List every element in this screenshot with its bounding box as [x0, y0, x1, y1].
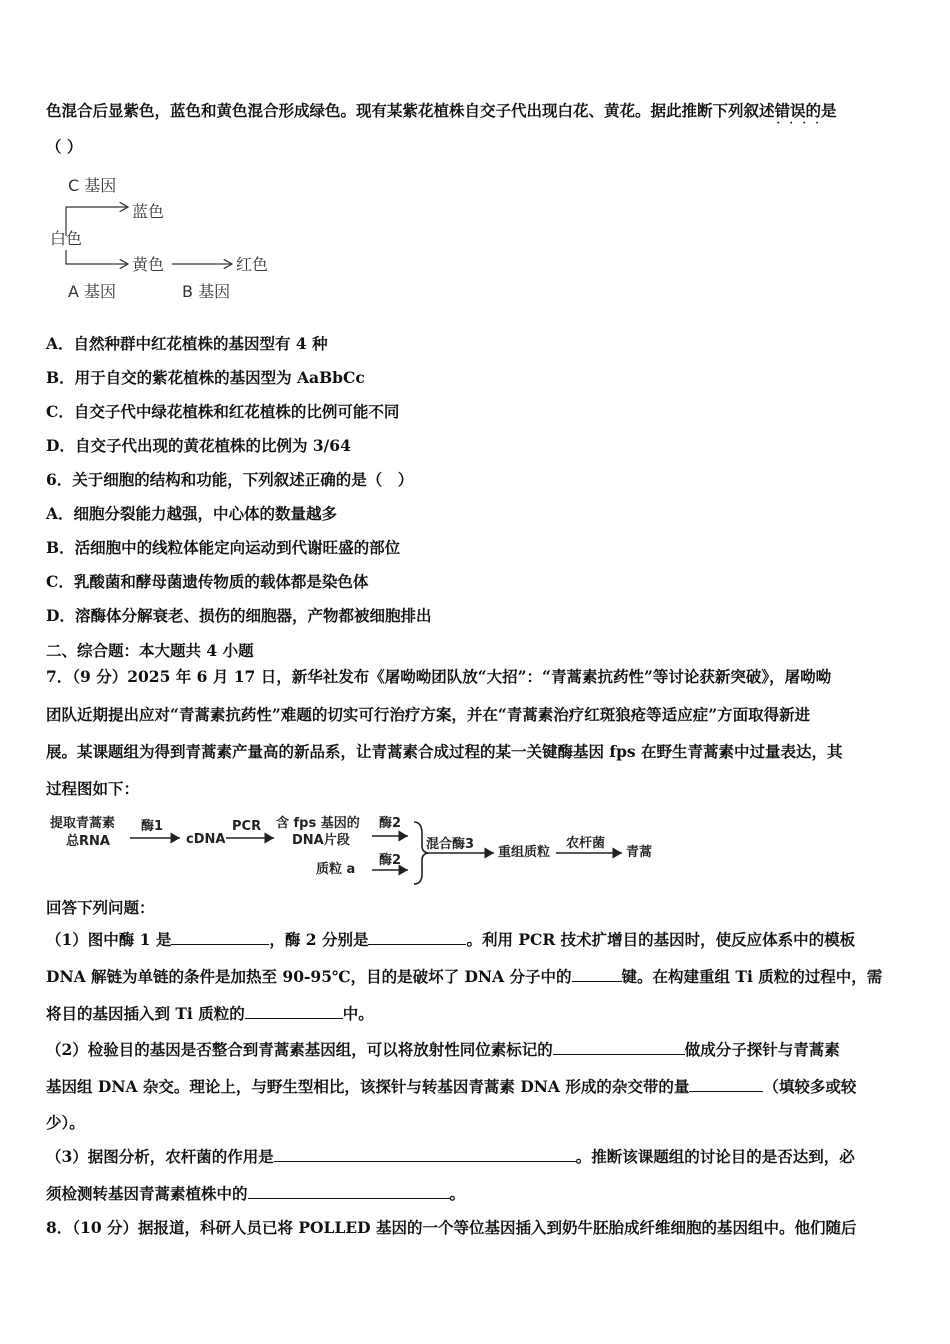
blue-label: 蓝色 [132, 202, 165, 221]
q5-option-c: C．自交子代中绿花植株和红花植株的比例可能不同 [46, 402, 400, 421]
q7-part2-line2: 基因组 DNA 杂交。理论上，与野生型相比，该探针与转基因青蒿素 DNA 形成的杂交带的量 （填较多或较 [46, 1077, 857, 1096]
q7-stem-line-3: 展。某课题组为得到青蒿素产量高的新品系，让青蒿素合成过程的某一关键酶基因 fps 在野生青蒿素中过量表达，其 [46, 742, 843, 761]
white-label: 白色 [50, 229, 83, 248]
a-gene-label: A 基因 [68, 282, 117, 301]
flow-agro: 农杆菌 [566, 836, 606, 851]
q7-stem-line-1: 7．（9 分）2025 年 6 月 17 日，新华社发布《屠呦呦团队放“大招”：“青蒿素抗药性”等讨论获新突破》，屠呦呦 [46, 667, 832, 686]
q7-stem-line-4: 过程图如下： [46, 779, 140, 798]
flow-mix: 混合酶3 [426, 837, 475, 852]
answer-prompt: 回答下列问题： [46, 898, 155, 917]
red-label: 红色 [236, 255, 269, 274]
answer-blank[interactable] [171, 928, 269, 945]
yellow-label: 黄色 [132, 255, 165, 274]
flow-enzyme2-top: 酶2 [379, 816, 402, 831]
answer-blank[interactable] [572, 965, 622, 982]
q5-stem-line: 色混合后显紫色，蓝色和黄色混合形成绿色。现有某紫花植株自交子代出现白花、黄花。据此推断下列叙述错误 · · · ·的是 [46, 100, 906, 122]
flow-plasmid: 质粒 a [316, 862, 356, 877]
answer-blank[interactable] [245, 1002, 343, 1019]
q5-answer-paren: （ ） [46, 137, 83, 156]
q7-part1-line2: DNA 解链为单链的条件是加热至 90-95℃，目的是破坏了 DNA 分子中的 键。在构建重组 Ti 质粒的过程中，需 [46, 967, 883, 986]
q6-option-c: C．乳酸菌和酵母菌遗传物质的载体都是染色体 [46, 572, 369, 591]
answer-blank[interactable] [553, 1038, 685, 1055]
answer-blank[interactable] [274, 1145, 576, 1162]
flow-artemisia: 青蒿 [626, 845, 653, 860]
gene-pathway-diagram [46, 170, 306, 305]
answer-blank[interactable] [248, 1182, 450, 1199]
flow-fps-1: 含 fps 基因的 [276, 816, 360, 831]
q5-option-a: A．自然种群中红花植株的基因型有 4 种 [46, 334, 328, 353]
flow-pcr: PCR [232, 819, 262, 834]
q6-option-d: D．溶酶体分解衰老、损伤的细胞器，产物都被细胞排出 [46, 606, 432, 625]
flow-enzyme1: 酶1 [141, 819, 164, 834]
q8-stem-line-1: 8．（10 分）据报道，科研人员已将 POLLED 基因的一个等位基因插入到奶牛胚胎成纤维细胞的基因组中。他们随后 [46, 1218, 857, 1237]
q6-option-b: B．活细胞中的线粒体能定向运动到代谢旺盛的部位 [46, 538, 401, 557]
flow-fps-2: DNA片段 [292, 833, 350, 848]
q6-stem: 6．关于细胞的结构和功能，下列叙述正确的是（ ） [46, 470, 414, 489]
q7-part3-line2: 须检测转基因青蒿素植株中的 。 [46, 1184, 466, 1203]
q7-stem-line-2: 团队近期提出应对“青蒿素抗药性”难题的切实可行治疗方案，并在“青蒿素治疗红斑狼疮等适应症”方面取得新进 [46, 705, 811, 724]
flow-extract: 提取青蒿素 [50, 816, 116, 831]
b-gene-label: B 基因 [182, 282, 231, 301]
flow-enzyme2-bottom: 酶2 [379, 853, 402, 868]
answer-blank[interactable] [368, 928, 466, 945]
process-flow-diagram [46, 810, 666, 885]
q7-part2-line1: （2）检验目的基因是否整合到青蒿素基因组，可以将放射性同位素标记的 做成分子探针与青蒿素 [46, 1040, 840, 1059]
answer-blank[interactable] [689, 1075, 763, 1092]
flow-recomb: 重组质粒 [498, 845, 551, 860]
flow-cdna: cDNA [186, 832, 226, 847]
q7-part2-line3: 少）。 [46, 1113, 85, 1132]
q7-part1-line1: （1）图中酶 1 是 ，酶 2 分别是 。利用 PCR 技术扩增目的基因时，使反应体系中的模板 [46, 930, 856, 949]
flow-total-rna: 总RNA [66, 834, 110, 849]
section-heading: 二、综合题：本大题共 4 小题 [46, 641, 254, 660]
c-gene-label: C 基因 [68, 176, 117, 195]
q7-part1-line3: 将目的基因插入到 Ti 质粒的 中。 [46, 1004, 374, 1023]
emphasis-text: 错误 · · · · [775, 101, 806, 120]
q5-option-b: B．用于自交的紫花植株的基因型为 AaBbCc [46, 368, 365, 387]
q5-option-d: D．自交子代出现的黄花植株的比例为 3/64 [46, 436, 351, 455]
q7-part3-line1: （3）据图分析，农杆菌的作用是 。推断该课题组的讨论目的是否达到，必 [46, 1147, 855, 1166]
q6-option-a: A．细胞分裂能力越强，中心体的数量越多 [46, 504, 338, 523]
